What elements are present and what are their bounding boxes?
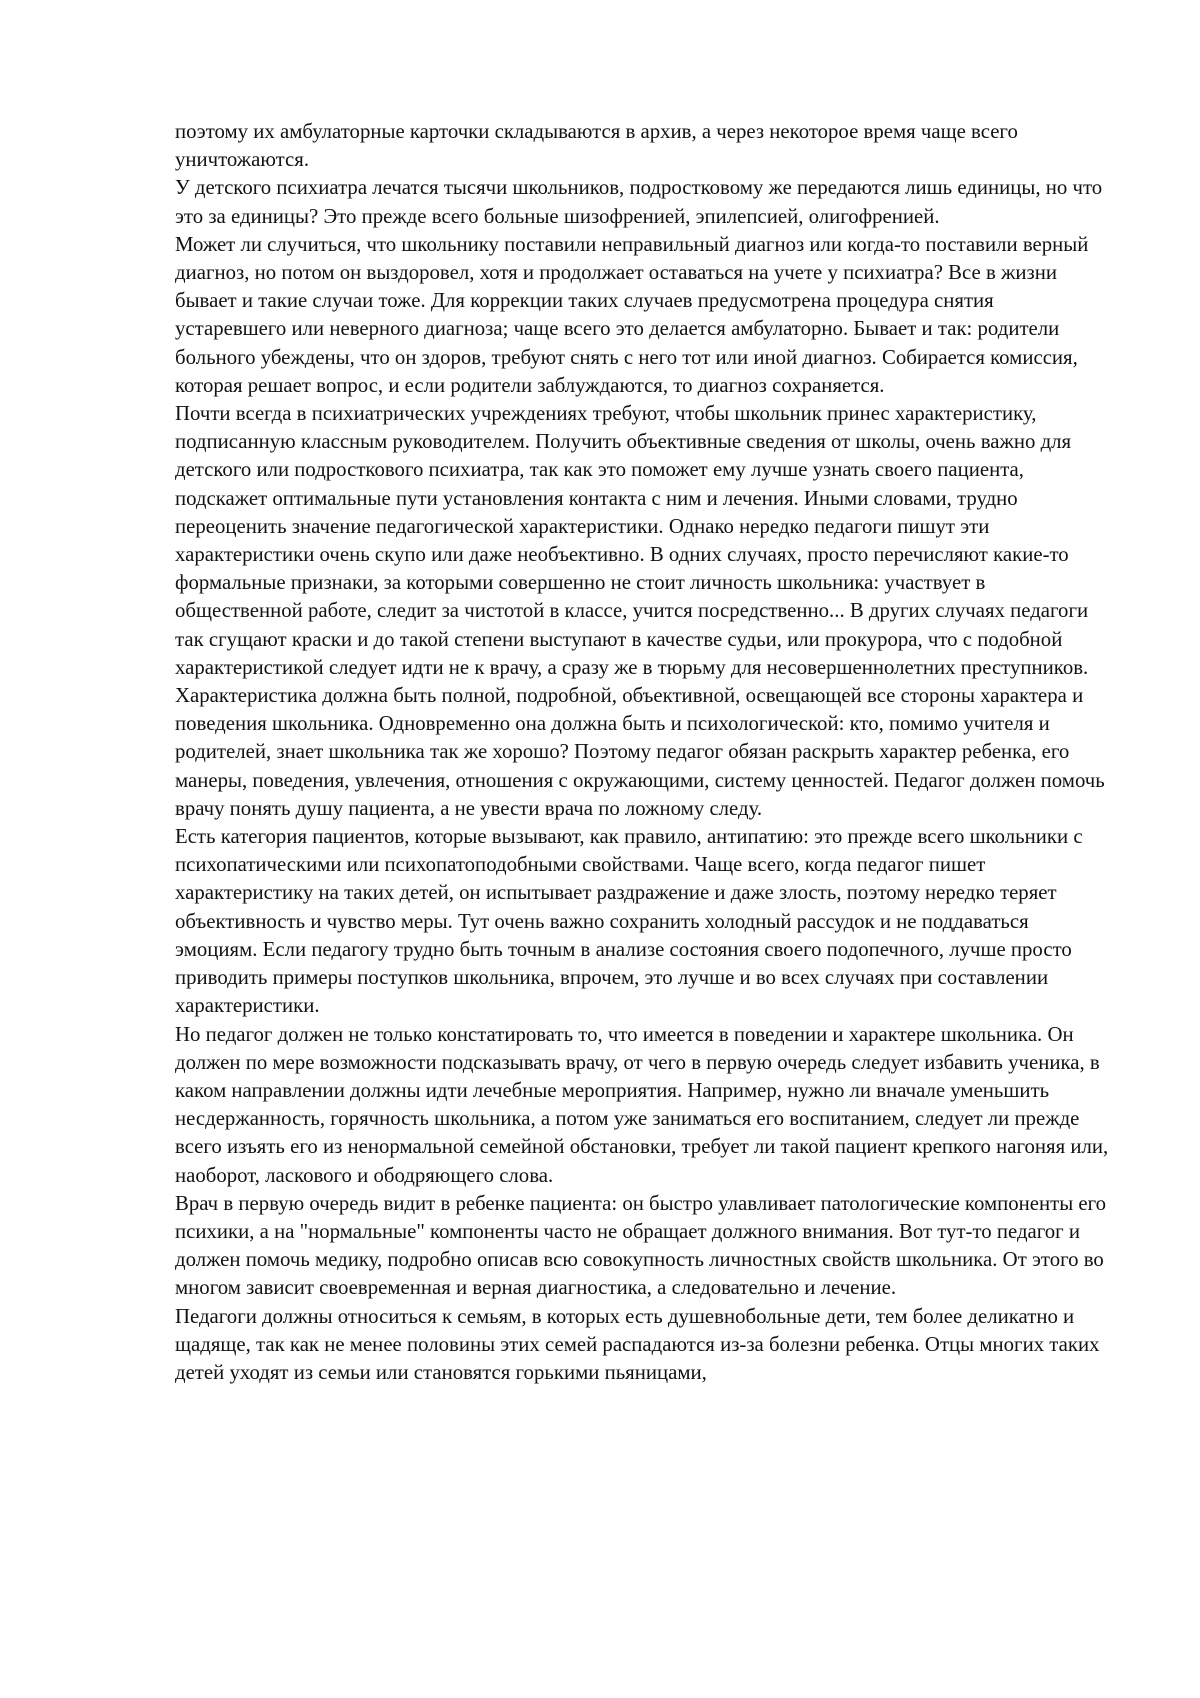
paragraph-4: Почти всегда в психиатрических учреждениях требуют, чтобы школьник принес характеристику, подписанную классным руководителем. Получить объективные сведения от школы, очень важно для детского или подросткового психиатра, так как это поможет ему лучше узнать своего пациента, подскажет оптимальные пути установления контакта с ним и лечения. Иными словами, трудно переоценить значение педагогической характеристики. Однако нередко педагоги пишут эти характеристики очень скупо или даже необъективно. В одних случаях, просто перечисляют какие-то формальные признаки, за которыми совершенно не стоит личность школьника: участвует в общественной работе, следит за чистотой в классе, учится посредственно... В других случаях педагоги так сгущают краски и до такой степени выступают в качестве судьи, или прокурора, что с подобной характеристикой следует идти не к врачу, а сразу же в тюрьму для несовершеннолетних преступников. [175,400,1110,682]
paragraph-2: У детского психиатра лечатся тысячи школьников, подростковому же передаются лишь единицы, но что это за единицы? Это прежде всего больные шизофренией, эпилепсией, олигофренией. [175,174,1110,230]
paragraph-7: Но педагог должен не только констатировать то, что имеется в поведении и характере школьника. Он должен по мере возможности подсказывать врачу, от чего в первую очередь следует избавить ученика, в каком направлении должны идти лечебные мероприятия. Например, нужно ли вначале уменьшить несдержанность, горячность школьника, а потом уже заниматься его воспитанием, следует ли прежде всего изъять его из ненормальной семейной обстановки, требует ли такой пациент крепкого нагоняя или, наоборот, ласкового и ободряющего слова. [175,1021,1110,1190]
paragraph-3: Может ли случиться, что школьнику поставили неправильный диагноз или когда-то поставили верный диагноз, но потом он выздоровел, хотя и продолжает оставаться на учете у психиатра? Все в жизни бывает и такие случаи тоже. Для коррекции таких случаев предусмотрена процедура снятия устаревшего или неверного диагноза; чаще всего это делается амбулаторно. Бывает и так: родители больного убеждены, что он здоров, требуют снять с него тот или иной диагноз. Собирается комиссия, которая решает вопрос, и если родители заблуждаются, то диагноз сохраняется. [175,231,1110,400]
paragraph-6: Есть категория пациентов, которые вызывают, как правило, антипатию: это прежде всего школьники с психопатическими или психопатоподобными свойствами. Чаще всего, когда педагог пишет характеристику на таких детей, он испытывает раздражение и даже злость, поэтому нередко теряет объективность и чувство меры. Тут очень важно сохранить холодный рассудок и не поддаваться эмоциям. Если педагогу трудно быть точным в анализе состояния своего подопечного, лучше просто приводить примеры поступков школьника, впрочем, это лучше и во всех случаях при составлении характеристики. [175,823,1110,1020]
document-page [175,118,1110,1387]
paragraph-5: Характеристика должна быть полной, подробной, объективной, освещающей все стороны характера и поведения школьника. Одновременно она должна быть и психологической: кто, помимо учителя и родителей, знает школьника так же хорошо? Поэтому педагог обязан раскрыть характер ребенка, его манеры, поведения, увлечения, отношения с окружающими, систему ценностей. Педагог должен помочь врачу понять душу пациента, а не увести врача по ложному следу. [175,682,1110,823]
paragraph-8: Врач в первую очередь видит в ребенке пациента: он быстро улавливает патологические компоненты его психики, а на "нормальные" компоненты часто не обращает должного внимания. Вот тут-то педагог и должен помочь медику, подробно описав всю совокупность личностных свойств школьника. От этого во многом зависит своевременная и верная диагностика, а следовательно и лечение. [175,1190,1110,1303]
paragraph-1: поэтому их амбулаторные карточки складываются в архив, а через некоторое время чаще всего уничтожаются. [175,118,1110,174]
paragraph-9: Педагоги должны относиться к семьям, в которых есть душевнобольные дети, тем более деликатно и щадяще, так как не менее половины этих семей распадаются из-за болезни ребенка. Отцы многих таких детей уходят из семьи или становятся горькими пьяницами, [175,1303,1110,1388]
